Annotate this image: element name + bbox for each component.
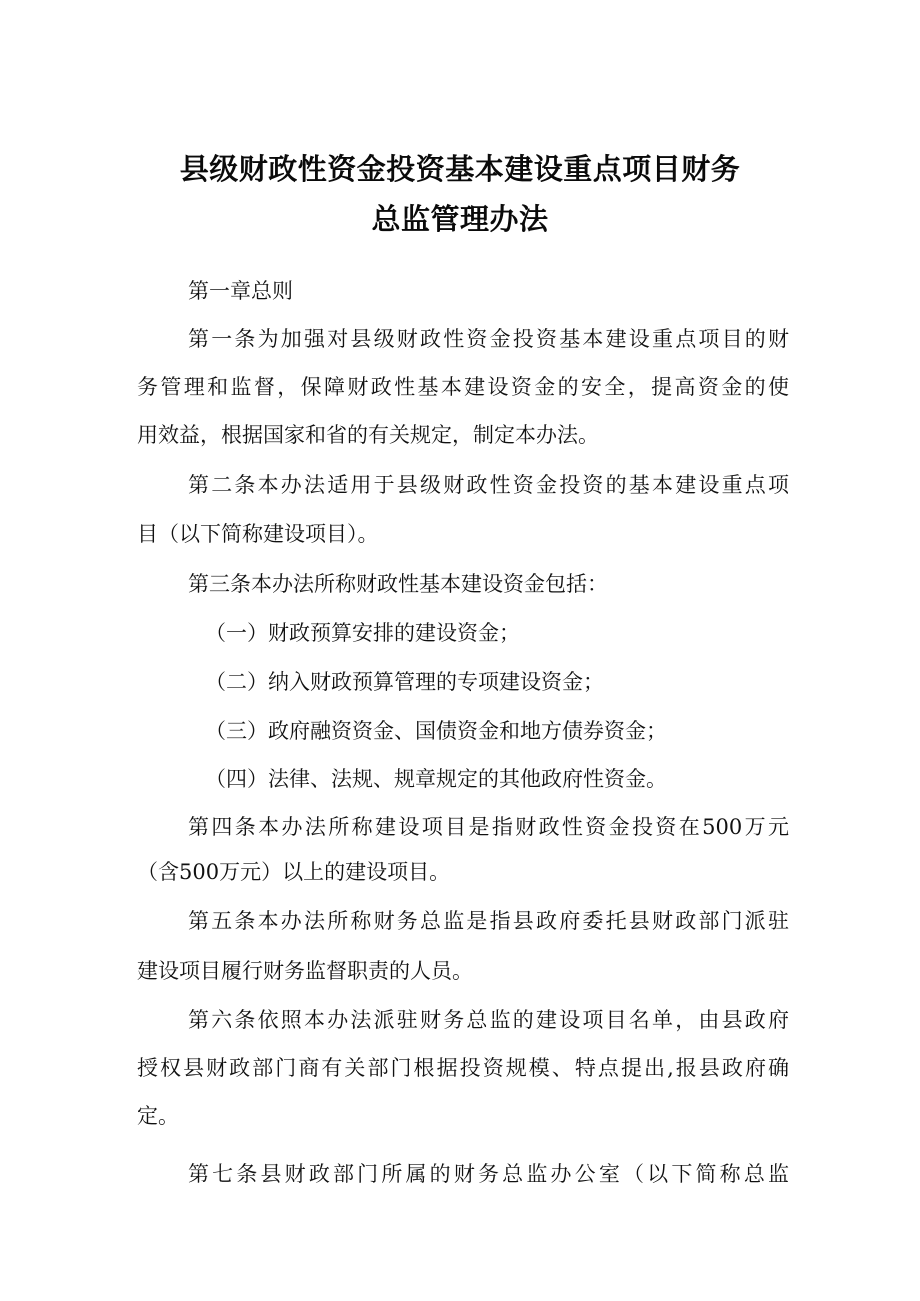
list-item-3: （三）政府融资资金、国债资金和地方债券资金； <box>205 719 667 743</box>
article-6-line-2: 授权县财政部门商有关部门根据投资规模、特点提出,报县政府确 <box>137 1056 789 1080</box>
chapter-heading: 第一章总则 <box>188 279 293 303</box>
article-4-line-1: 第四条本办法所称建设项目是指财政性资金投资在500万元 <box>188 815 789 839</box>
list-item-4: （四）法律、法规、规章规定的其他政府性资金。 <box>205 767 667 791</box>
article-3-line-1: 第三条本办法所称财政性基本建设资金包括： <box>188 572 608 596</box>
list-item-2: （二）纳入财政预算管理的专项建设资金； <box>205 670 604 694</box>
article-1-line-1: 第一条为加强对县级财政性资金投资基本建设重点项目的财 <box>188 327 789 351</box>
list-item-1: （一）财政预算安排的建设资金； <box>205 621 520 645</box>
document-title-line-2: 总监管理办法 <box>371 202 549 236</box>
article-1-line-3: 用效益，根据国家和省的有关规定，制定本办法。 <box>137 423 599 447</box>
article-1-line-2: 务管理和监督，保障财政性基本建设资金的安全，提高资金的使 <box>137 375 789 399</box>
article-5-line-1: 第五条本办法所称财务总监是指县政府委托县财政部门派驻 <box>188 909 789 933</box>
document-title-line-1: 县级财政性资金投资基本建设重点项目财务 <box>179 152 741 186</box>
article-2-line-2: 目（以下简称建设项目）。 <box>137 522 379 546</box>
article-2-line-1: 第二条本办法适用于县级财政性资金投资的基本建设重点项 <box>188 473 789 497</box>
article-4-line-2: （含500万元）以上的建设项目。 <box>137 860 451 884</box>
article-5-line-2: 建设项目履行财务监督职责的人员。 <box>137 959 473 983</box>
article-6-line-1: 第六条依照本办法派驻财务总监的建设项目名单，由县政府 <box>188 1008 789 1032</box>
article-7-line-1: 第七条县财政部门所属的财务总监办公室（以下简称总监 <box>188 1162 789 1186</box>
article-6-line-3: 定。 <box>137 1104 179 1128</box>
